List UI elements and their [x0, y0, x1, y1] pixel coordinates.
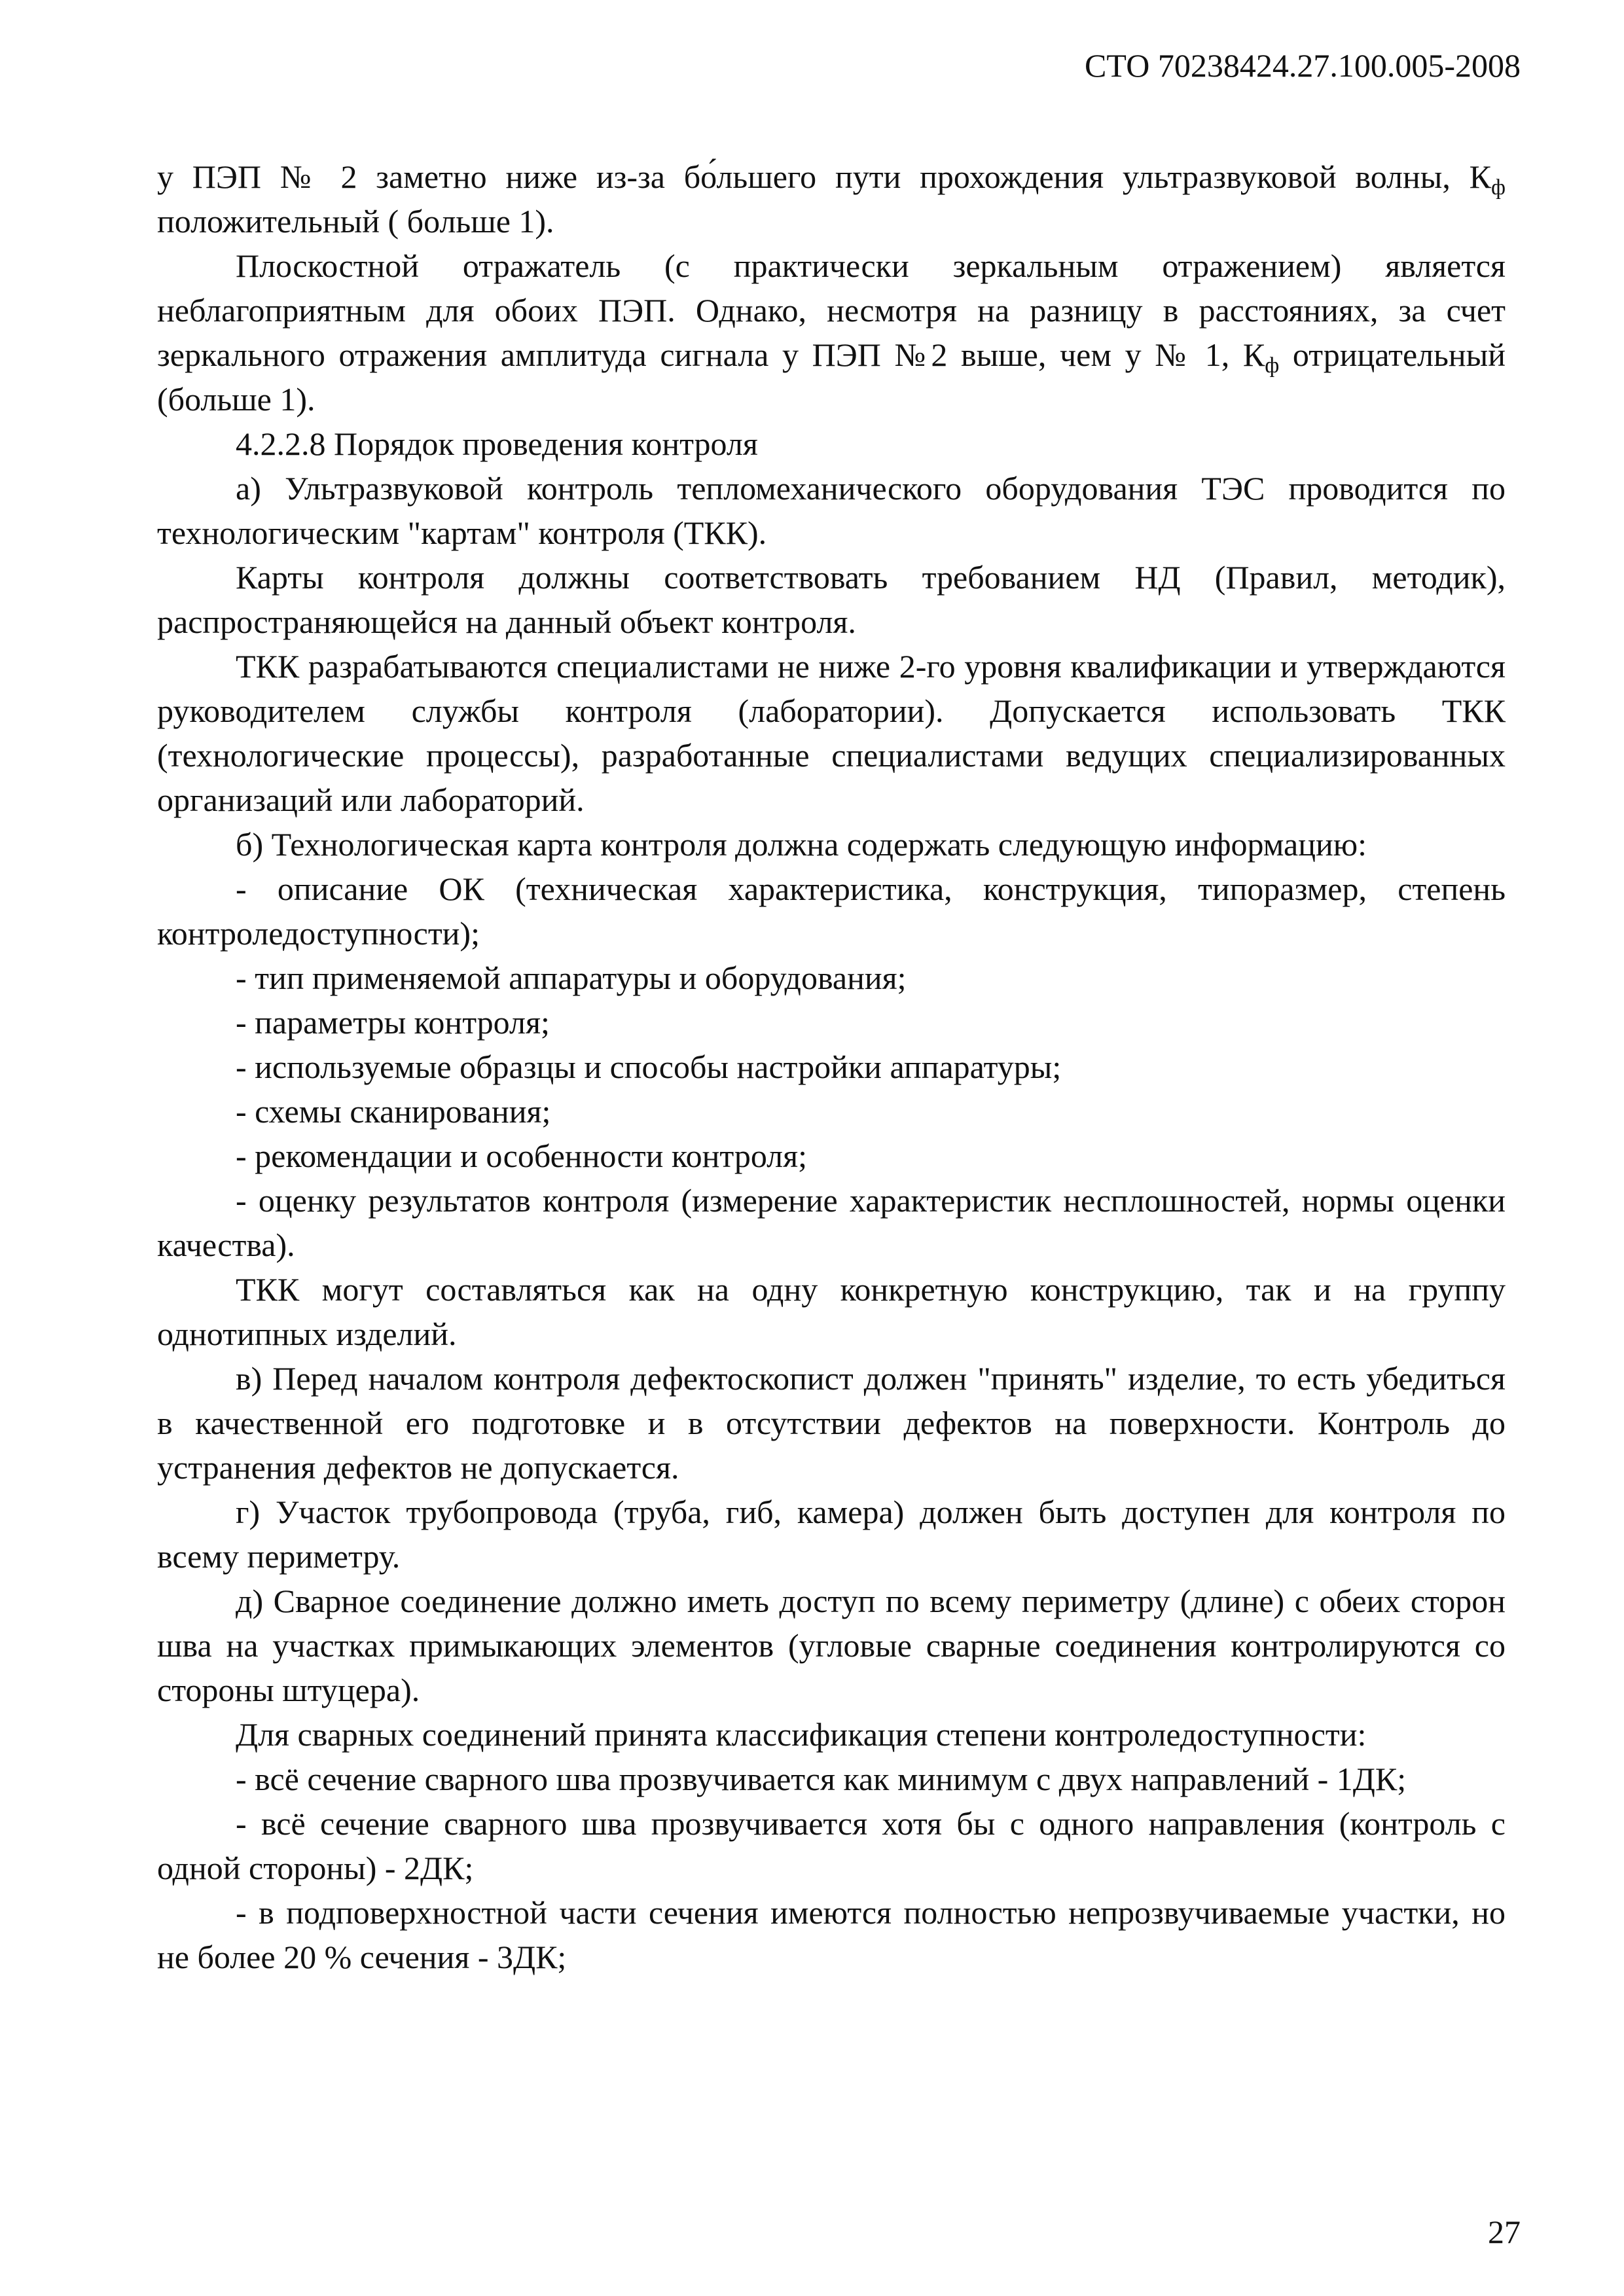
document-code: СТО 70238424.27.100.005-2008 [1085, 47, 1521, 84]
page-body [157, 154, 1506, 1979]
list-tkk-contents [157, 867, 1506, 1267]
paragraph-tkk: ТКК разрабатываются специалистами не ниже 2-го уровня квалификации и утверждаются руководителем службы контроля (лаборатории). Допускается использовать ТКК (технологические процессы), разработанные специалистами ведущих специализированных организаций или лабораторий. [157, 648, 1506, 818]
paragraph-text: отрицательный (больше 1). [157, 336, 1506, 418]
list-item: - рекомендации и особенности контроля; [236, 1138, 808, 1174]
paragraph-text: у ПЭП № 2 заметно ниже из-за бо́льшего пути прохождения ультразвуковой волны, К [157, 158, 1491, 195]
subscript: ф [1490, 175, 1506, 200]
list-item: - всё сечение сварного шва прозвучивается хотя бы с одного направления (контроль с одной стороны) - 2ДК; [157, 1805, 1506, 1886]
paragraph-classification: Для сварных соединений принята классификация степени контроледоступности: [236, 1716, 1367, 1753]
list-item: - всё сечение сварного шва прозвучивается как минимум с двух направлений - 1ДК; [236, 1761, 1407, 1797]
list-item: - тип применяемой аппаратуры и оборудования; [236, 960, 907, 996]
paragraph-plane-reflector [157, 243, 1506, 422]
paragraph-g: г) Участок трубопровода (труба, гиб, камера) должен быть доступен для контроля по всему периметру. [157, 1494, 1506, 1575]
list-accessibility-classes [157, 1757, 1506, 1979]
paragraph-b: б) Технологическая карта контроля должна содержать следующую информацию: [236, 826, 1367, 863]
paragraph-continuation [157, 154, 1506, 243]
paragraph-text: положительный ( больше 1). [157, 203, 554, 240]
paragraph-cards: Карты контроля должны соответствовать требованием НД (Правил, методик), распространяющейся на данный объект контроля. [157, 559, 1506, 640]
paragraph-text: Плоскостной отражатель (с практически зеркальным отражением) является неблагоприятным для обоих ПЭП. Однако, несмотря на разницу в расстояниях, за счет зеркального отражения амплитуда сигнала у ПЭП №2 выше, чем у № 1, К [157, 247, 1506, 373]
paragraph-tkk-scope: ТКК могут составляться как на одну конкретную конструкцию, так и на группу однотипных изделий. [157, 1271, 1506, 1352]
paragraph-a: а) Ультразвуковой контроль тепломеханического оборудования ТЭС проводится по технологическим "картам" контроля (ТКК). [157, 470, 1506, 551]
paragraph-d: д) Сварное соединение должно иметь доступ по всему периметру (длине) с обеих сторон шва на участках примыкающих элементов (угловые сварные соединения контролируются со стороны штуцера). [157, 1583, 1506, 1708]
section-heading: 4.2.2.8 Порядок проведения контроля [236, 425, 758, 462]
subscript: ф [1265, 353, 1280, 378]
page-number: 27 [1488, 2214, 1521, 2250]
list-item: - схемы сканирования; [236, 1093, 551, 1130]
list-item: - оценку результатов контроля (измерение характеристик несплошностей, нормы оценки качества). [157, 1182, 1506, 1263]
paragraph-v: в) Перед началом контроля дефектоскопист должен "принять" изделие, то есть убедиться в качественной его подготовке и в отсутствии дефектов на поверхности. Контроль до устранения дефектов не допускается. [157, 1360, 1506, 1486]
list-item: - в подповерхностной части сечения имеются полностью непрозвучиваемые участки, но не более 20 % сечения - 3ДК; [157, 1894, 1506, 1975]
list-item: - используемые образцы и способы настройки аппаратуры; [236, 1049, 1062, 1085]
list-item: - параметры контроля; [236, 1004, 550, 1041]
list-item: - описание ОК (техническая характеристика, конструкция, типоразмер, степень контроледоступности); [157, 870, 1506, 952]
